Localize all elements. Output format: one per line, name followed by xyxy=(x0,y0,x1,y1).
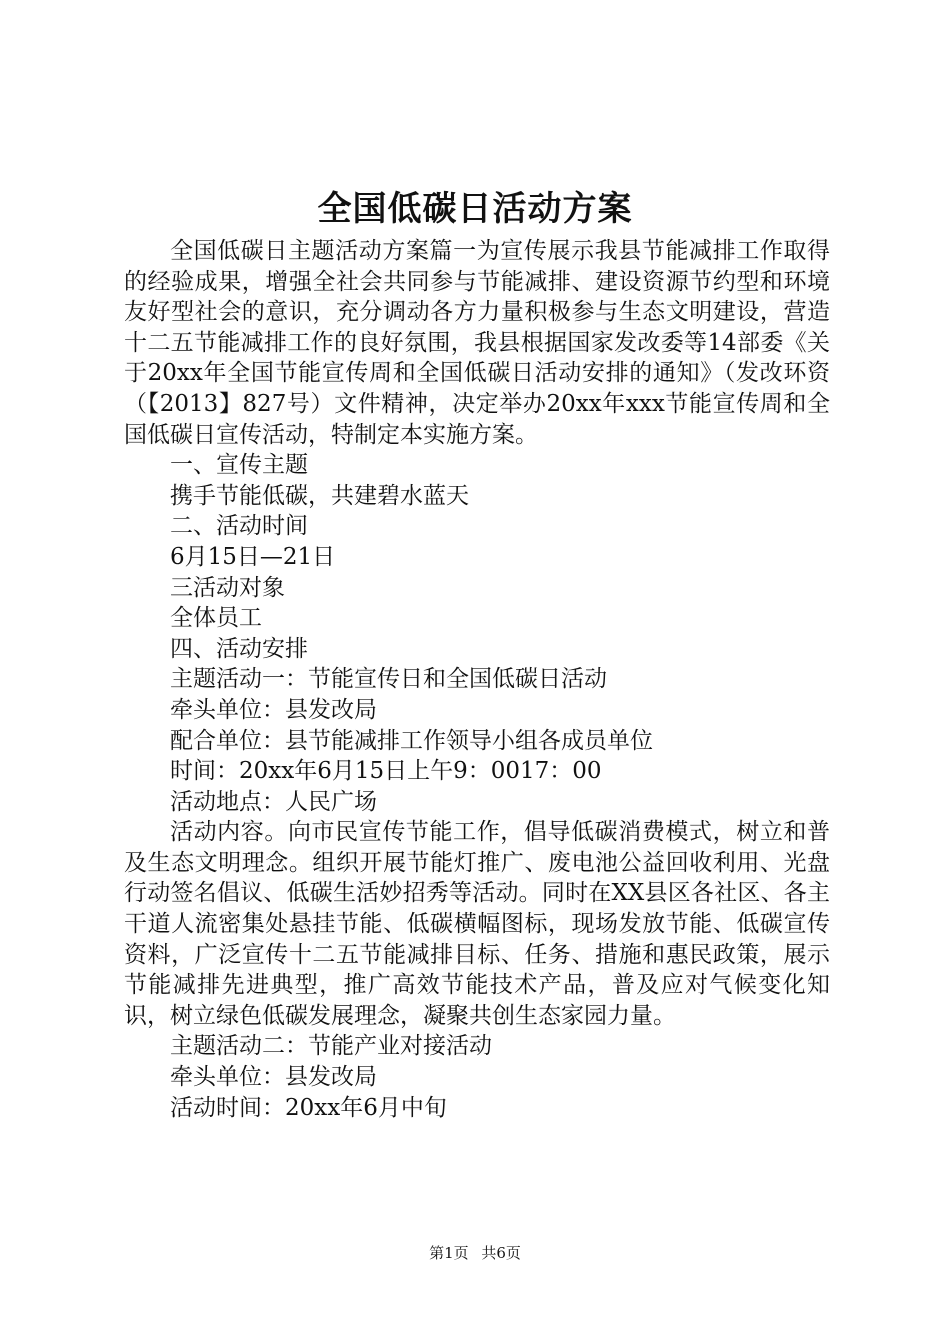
document-body xyxy=(124,236,830,1123)
activity-two-lead: 牵头单位：县发改局 xyxy=(170,1064,377,1091)
activity-one-location: 活动地点：人民广场 xyxy=(170,788,377,815)
intro-paragraph: 全国低碳日主题活动方案篇一为宣传展示我县节能减排工作取得的经验成果，增强全社会共同参与节能减排、建设资源节约型和环境友好型社会的意识，充分调动各方力量积极参与生态文明建设，营造十二五节能减排工作的良好氛围，我县根据国家发改委等14部委《关于20xx年全国节能宣传周和全国低碳日活动安排的通知》（发改环资（【2013】827号）文件精神，决定举办20xx年xxx节能宣传周和全国低碳日宣传活动，特制定本实施方案。 xyxy=(124,238,830,448)
time-text: 6月15日—21日 xyxy=(170,543,336,570)
section-heading-time: 二、活动时间 xyxy=(170,513,308,540)
activity-one-content: 活动内容。向市民宣传节能工作，倡导低碳消费模式，树立和普及生态文明理念。组织开展节能灯推广、废电池公益回收利用、光盘行动签名倡议、低碳生活妙招秀等活动。同时在XX县区各社区、各主干道人流密集处悬挂节能、低碳横幅图标，现场发放节能、低碳宣传资料，广泛宣传十二五节能减排目标、任务、措施和惠民政策，展示节能减排先进典型，推广高效节能技术产品，普及应对气候变化知识，树立绿色低碳发展理念，凝聚共创生态家园力量。 xyxy=(124,819,830,1029)
section-heading-arrangement: 四、活动安排 xyxy=(170,635,308,662)
activity-one-partners: 配合单位：县节能减排工作领导小组各成员单位 xyxy=(170,727,653,754)
activity-one-heading: 主题活动一：节能宣传日和全国低碳日活动 xyxy=(170,666,607,693)
audience-text: 全体员工 xyxy=(170,605,262,632)
activity-one-lead: 牵头单位：县发改局 xyxy=(170,696,377,723)
activity-two-heading: 主题活动二：节能产业对接活动 xyxy=(170,1033,492,1060)
theme-text: 携手节能低碳，共建碧水蓝天 xyxy=(170,482,469,509)
page-number: 第1页 xyxy=(429,1244,469,1262)
page-total: 共6页 xyxy=(481,1244,521,1262)
document-title: 全国低碳日活动方案 xyxy=(317,189,633,229)
section-heading-audience: 三活动对象 xyxy=(170,574,285,601)
activity-one-time: 时间：20xx年6月15日上午9：0017：00 xyxy=(170,758,602,785)
page-footer xyxy=(0,1243,950,1263)
activity-two-time: 活动时间：20xx年6月中旬 xyxy=(170,1094,447,1121)
section-heading-theme: 一、宣传主题 xyxy=(170,452,308,479)
